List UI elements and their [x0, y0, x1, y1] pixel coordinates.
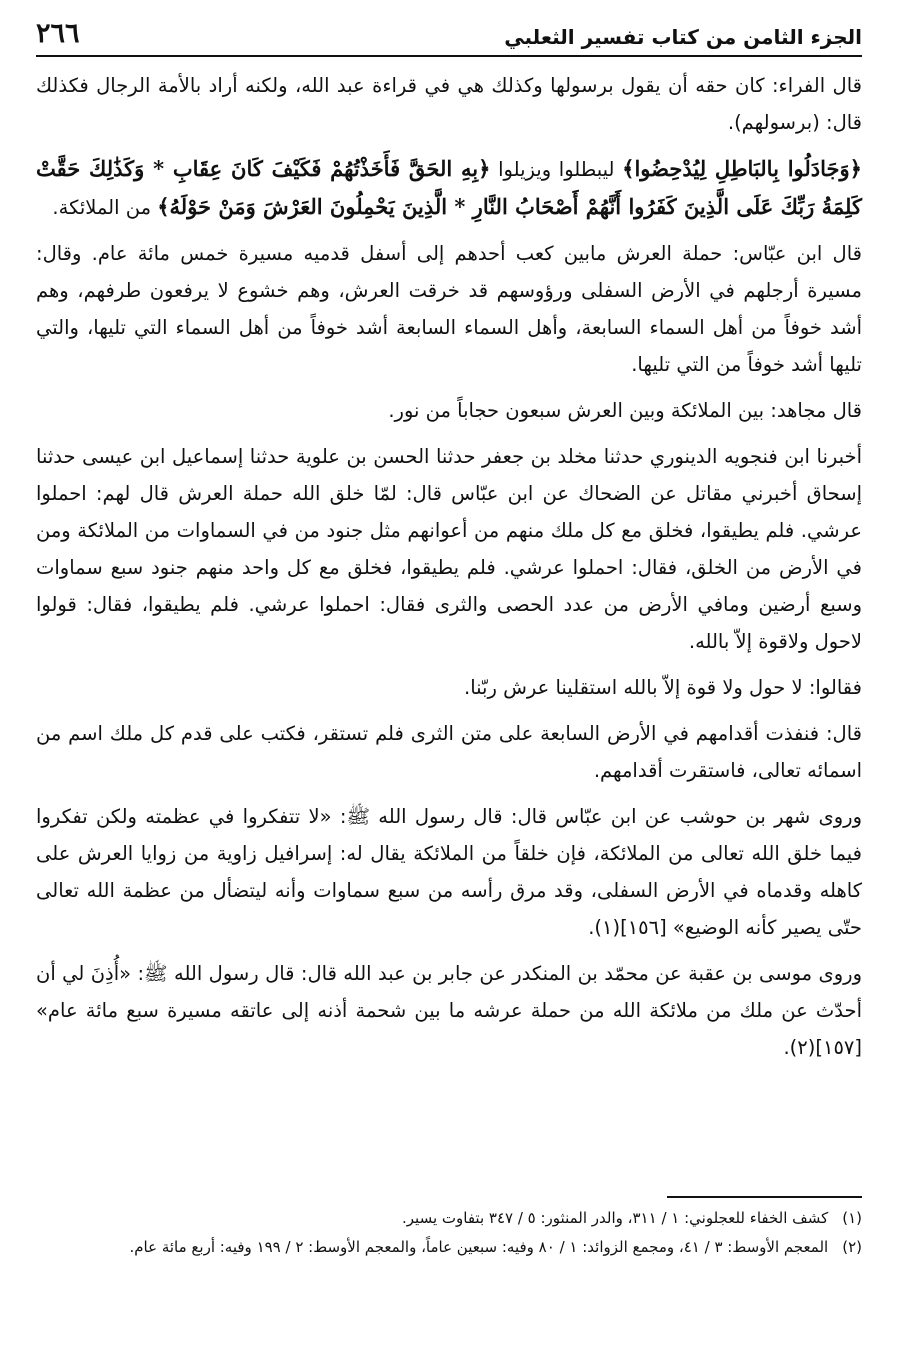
paragraph-angels-said: فقالوا: لا حول ولا قوة إلاّ بالله استقلينا عرش ربّنا. [464, 676, 862, 699]
paragraph-feet: قال: فنفذت أقدامهم في الأرض السابعة على متن الثرى فلم تستقر، فكتب على قدم كل ملك اسم من اسمائه تعالى، فاستقرت أقدامهم. [36, 722, 862, 782]
page-header [36, 18, 862, 57]
quran-verse: ﴿بِهِ الحَقَّ فَأَخَذْتُهُمْ فَكَيْفَ كَانَ عِقَابِ * وَكَذَٰلِكَ حَقَّتْ كَلِمَةُ رَبِّكَ عَلَى الَّذِينَ كَفَرُوا أَنَّهُمْ أَصْحَابُ النَّارِ * الَّذِينَ يَحْمِلُونَ العَرْشَ وَمَنْ حَوْلَهُ﴾ [36, 156, 862, 219]
commentary-text: من الملائكة. [52, 196, 158, 219]
paragraph-shahr-hadith: وروى شهر بن حوشب عن ابن عبّاس قال: قال رسول الله ﷺ: «لا تتفكروا في عظمته ولكن تفكروا فيما خلق الله تعالى من الملائكة، فإن خلقاً من الملائكة يقال له: إسرافيل زاوية من زوايا العرش على كاهله وقدماه في الأرض السفلى، وقد مرق رأسه من سبع سماوات وأنه ليتضأل من عظمة الله تعالى حتّى يصير كأنه الوضيع» [١٥٦](١). [36, 805, 862, 939]
commentary-text: ليبطلوا ويزيلوا [490, 158, 623, 181]
paragraph-ibn-abbas: قال ابن عبّاس: حملة العرش مابين كعب أحدهم إلى أسفل قدميه مسيرة خمس مائة عام. وقال: مسيرة أرجلهم في الأرض السفلى ورؤوسهم قد خرقت العرش، وهم خشوع لا يرفعون طرفهم، وهم أشد خوفاً من أهل السماء السابعة، وأهل السماء السابعة أشد خوفاً من أهل السماء التي تليها، والتي تليها أشد خوفاً من التي تليها. [36, 242, 862, 376]
paragraph-mujahid: قال مجاهد: بين الملائكة وبين العرش سبعون حجاباً من نور. [388, 399, 862, 422]
footnote-text: المعجم الأوسط: ٣ / ٤١، ومجمع الزوائد: ١ / ٨٠ وفيه: سبعين عاماً، والمعجم الأوسط: ٢ / ١٩٩ وفيه: أربع مائة عام. [129, 1238, 829, 1256]
footnote-text: كشف الخفاء للعجلوني: ١ / ٣١١، والدر المنثور: ٥ / ٣٤٧ بتفاوت يسير. [402, 1209, 829, 1227]
paragraph-farra: قال الفراء: كان حقه أن يقول برسولها وكذلك هي في قراءة عبد الله، ولكنه أراد بالأمة الرجال فكذلك قال: (برسولهم). [36, 74, 862, 134]
page-body [36, 67, 862, 1066]
running-title: الجزء الثامن من كتاب تفسير الثعلبي [504, 25, 862, 49]
footnote-divider [667, 1196, 862, 1198]
quran-verse-paragraph [36, 150, 862, 226]
footnotes [36, 1196, 862, 1264]
footnote-1 [36, 1206, 862, 1231]
paragraph-musa-hadith: وروى موسى بن عقبة عن محمّد بن المنكدر عن جابر بن عبد الله قال: قال رسول الله ﷺ: «أُذِنَ لي أن أحدّث عن ملك من ملائكة الله من حملة عرشه ما بين شحمة أذنه إلى عاتقه مسيرة سبع مائة عام» [١٥٧](٢). [36, 962, 862, 1059]
footnote-number: (١) [842, 1209, 862, 1227]
page-number: ٢٦٦ [36, 18, 80, 49]
footnote-2 [36, 1235, 862, 1260]
paragraph-isnad: أخبرنا ابن فنجويه الدينوري حدثنا مخلد بن جعفر حدثنا الحسن بن علوية حدثنا إسماعيل ابن عيسى حدثنا إسحاق أخبرني مقاتل عن الضحاك عن ابن عبّاس قال: لمّا خلق الله حملة العرش قال لهم: احملوا عرشي. فلم يطيقوا، فخلق مع كل ملك منهم من أعوانهم مثل جنود من في السماوات من الملائكة ومن في الأرض من الخلق، فقال: احملوا عرشي. فلم يطيقوا، فخلق مع كل واحد منهم جنود سبع سماوات وسبع أرضين ومافي الأرض من عدد الحصى والثرى فقال: احملوا عرشي. فلم يطيقوا، فقال: قولوا لاحول ولاقوة إلاّ بالله. [36, 445, 862, 653]
footnote-number: (٢) [842, 1238, 862, 1256]
quran-verse: ﴿وَجَادَلُوا بِالبَاطِلِ لِيُدْحِضُوا﴾ [622, 156, 862, 181]
